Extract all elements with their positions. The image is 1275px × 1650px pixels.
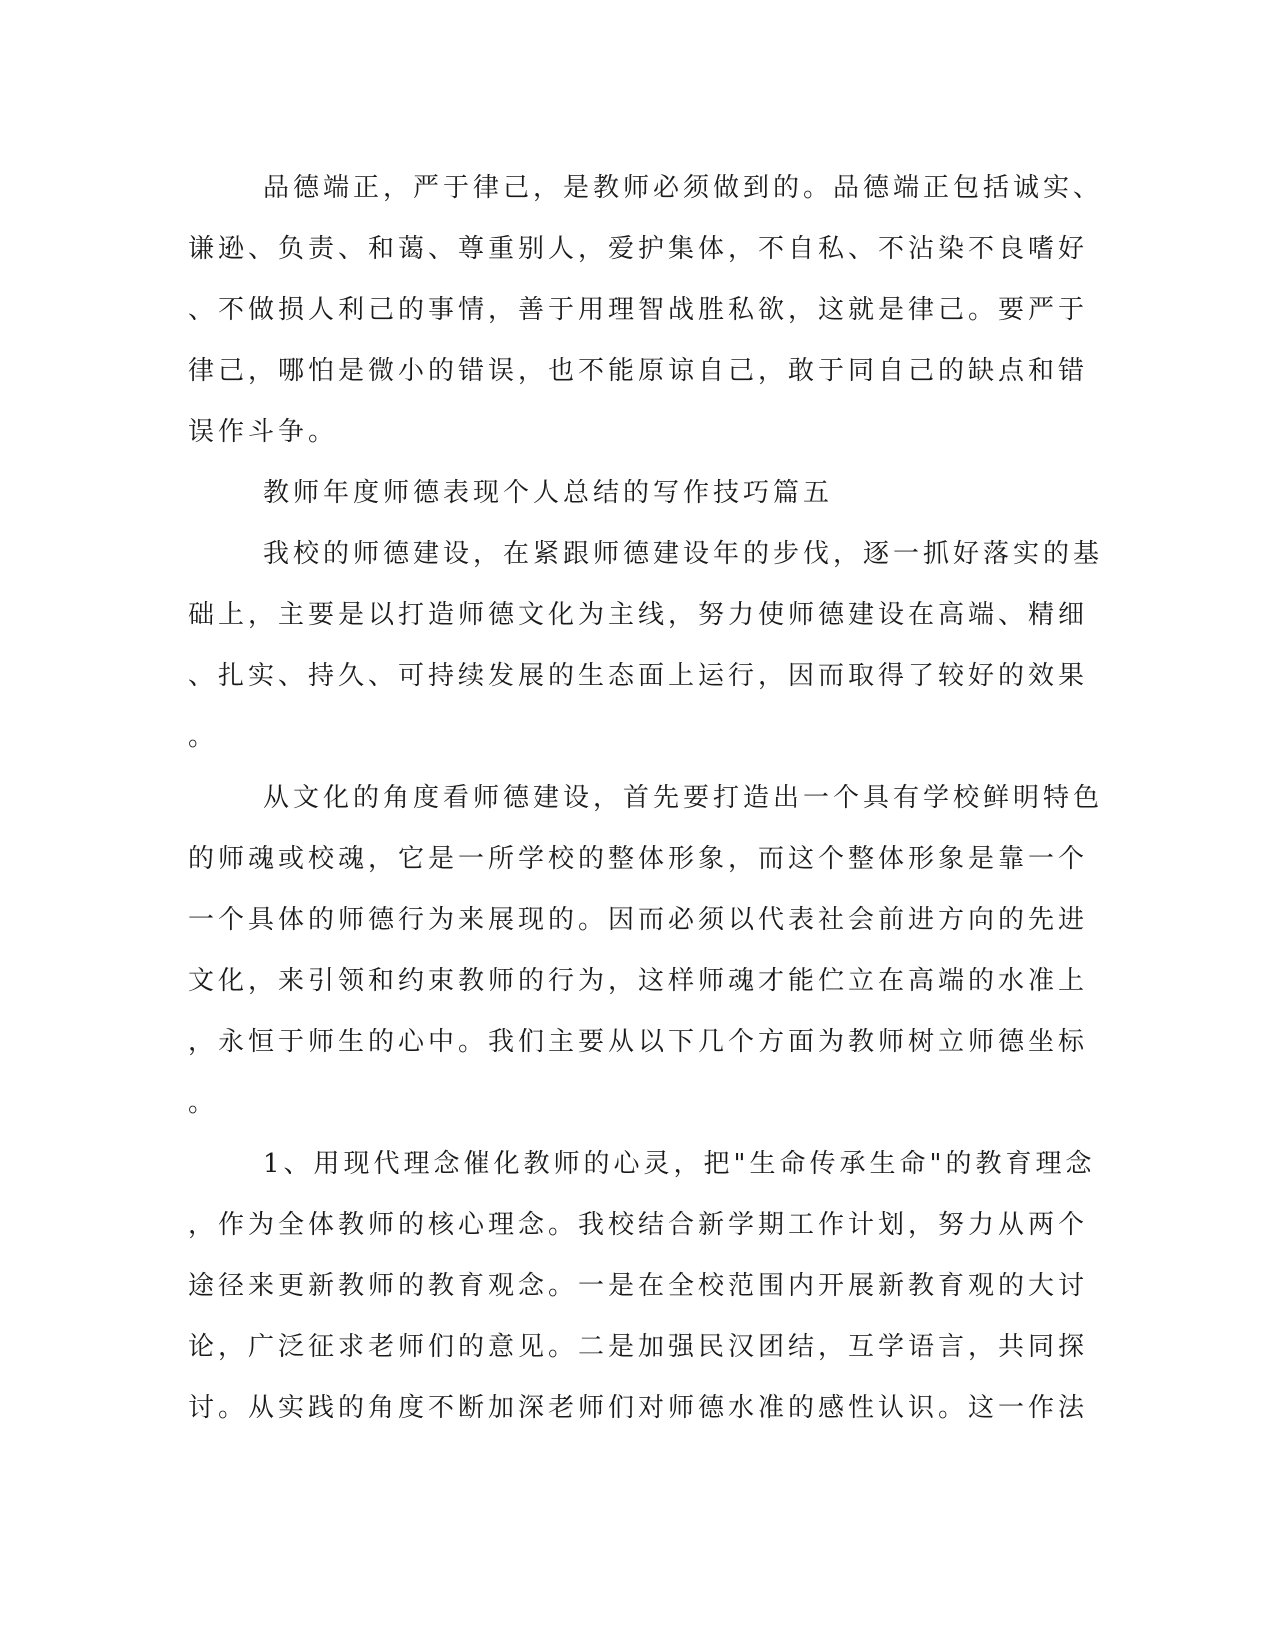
section-heading: 教师年度师德表现个人总结的写作技巧篇五 <box>263 478 834 508</box>
text-line: 途径来更新教师的教育观念。一是在全校范围内开展新教育观的大讨 <box>188 1271 1089 1301</box>
text-line: 、不做损人利己的事情，善于用理智战胜私欲，这就是律己。要严于 <box>188 295 1089 325</box>
text-line: 的师魂或校魂，它是一所学校的整体形象，而这个整体形象是靠一个 <box>188 844 1089 874</box>
text-line: 、扎实、持久、可持续发展的生态面上运行，因而取得了较好的效果 <box>188 661 1089 691</box>
text-line: 论，广泛征求老师们的意见。二是加强民汉团结，互学语言，共同探 <box>188 1332 1089 1362</box>
text-line: ，作为全体教师的核心理念。我校结合新学期工作计划，努力从两个 <box>188 1210 1089 1240</box>
text-line: 品德端正，严于律己，是教师必须做到的。品德端正包括诚实、 <box>263 173 1104 203</box>
text-line: 。 <box>188 1088 219 1118</box>
text-line: ，永恒于师生的心中。我们主要从以下几个方面为教师树立师德坐标 <box>188 1027 1089 1057</box>
text-line: 础上，主要是以打造师德文化为主线，努力使师德建设在高端、精细 <box>188 600 1089 630</box>
text-line: 误作斗争。 <box>188 417 339 447</box>
text-line: 谦逊、负责、和蔼、尊重别人，爱护集体，不自私、不沾染不良嗜好 <box>188 234 1089 264</box>
text-line: 从文化的角度看师德建设，首先要打造出一个具有学校鲜明特色 <box>263 783 1104 813</box>
text-line: 。 <box>188 722 219 752</box>
document-body <box>188 158 1104 1439</box>
text-line: 1、用现代理念催化教师的心灵，把"生命传承生命"的教育理念 <box>263 1149 1096 1179</box>
text-line: 我校的师德建设，在紧跟师德建设年的步伐，逐一抓好落实的基 <box>263 539 1104 569</box>
text-line: 讨。从实践的角度不断加深老师们对师德水准的感性认识。这一作法 <box>188 1393 1089 1423</box>
text-line: 文化，来引领和约束教师的行为，这样师魂才能伫立在高端的水准上 <box>188 966 1089 996</box>
text-line: 一个具体的师德行为来展现的。因而必须以代表社会前进方向的先进 <box>188 905 1089 935</box>
text-line: 律己，哪怕是微小的错误，也不能原谅自己，敢于同自己的缺点和错 <box>188 356 1089 386</box>
